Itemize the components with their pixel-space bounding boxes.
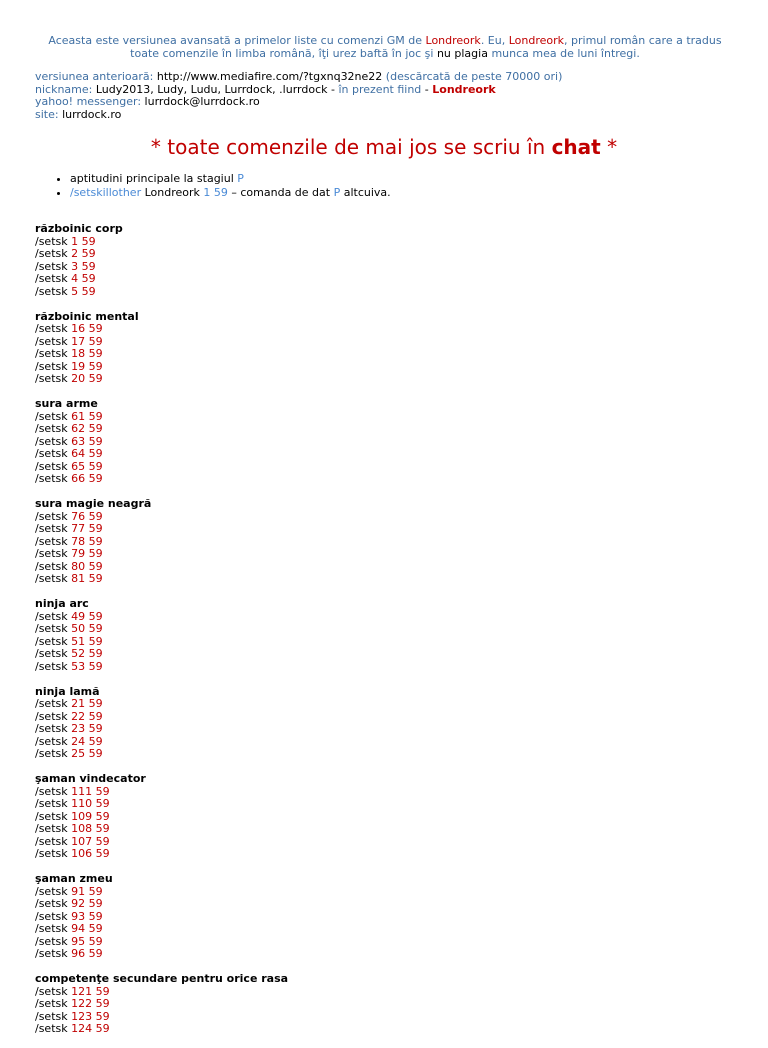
bullet-list — [35, 172, 391, 200]
command-prefix: /setsk — [35, 647, 68, 660]
command-prefix: /setsk — [35, 434, 68, 448]
prev-version-label: versiunea anterioară: — [35, 70, 154, 83]
intro-nu-plagia: nu plagia — [436, 47, 488, 60]
site-label: site: — [35, 107, 59, 121]
nickname-current: în prezent fiind — [338, 82, 422, 96]
command-prefix: /setsk — [35, 372, 68, 385]
nickname-sep-2: - — [421, 82, 433, 96]
bullet-2-p: P — [333, 186, 341, 199]
command-prefix: /setsk — [35, 1009, 68, 1023]
intro-text-4: munca mea de luni întregi. — [487, 47, 640, 60]
command-prefix: /setsk — [35, 409, 68, 423]
command-args: 62 59 — [71, 422, 103, 435]
command-prefix: /setsk — [35, 322, 68, 335]
command-args: 106 59 — [71, 847, 110, 860]
command-args: 66 59 — [71, 472, 103, 485]
command-args: 123 59 — [71, 1009, 110, 1023]
command-args: 22 59 — [71, 709, 103, 723]
command-args: 52 59 — [71, 647, 103, 660]
section-title: războinic mental — [35, 309, 139, 323]
command-args: 18 59 — [71, 347, 103, 360]
bullet-item-1 — [70, 172, 391, 186]
command-args: 16 59 — [71, 322, 103, 335]
command-prefix: /setsk — [35, 847, 68, 860]
bullet-2-text: – comanda de dat — [227, 186, 334, 199]
command-section — [35, 873, 288, 961]
yahoo-value: lurrdock@lurrdock.ro — [141, 95, 260, 108]
command-prefix: /setsk — [35, 522, 68, 535]
command-args: 91 59 — [71, 884, 103, 898]
meta-site — [35, 109, 562, 122]
headline — [0, 134, 768, 160]
bullet-2-end: altcuiva. — [340, 186, 391, 199]
intro-name-2: Londreork — [508, 34, 565, 47]
command-args: 50 59 — [71, 622, 103, 635]
command-line — [35, 748, 288, 761]
command-section — [35, 498, 288, 586]
command-prefix: /setsk — [35, 284, 68, 298]
command-prefix: /setsk — [35, 659, 68, 673]
command-section — [35, 686, 288, 761]
command-args: 25 59 — [71, 747, 103, 760]
command-prefix: /setsk — [35, 559, 68, 573]
command-prefix: /setsk — [35, 234, 68, 248]
command-prefix: /setsk — [35, 997, 68, 1010]
command-prefix: /setsk — [35, 784, 68, 798]
command-section — [35, 973, 288, 1036]
command-args: 96 59 — [71, 947, 103, 960]
command-prefix: /setsk — [35, 247, 68, 260]
headline-before: * toate comenzile de mai jos se scriu în — [150, 135, 552, 159]
command-prefix: /setsk — [35, 447, 68, 460]
command-args: 24 59 — [71, 734, 103, 748]
command-args: 20 59 — [71, 372, 103, 385]
command-prefix: /setsk — [35, 884, 68, 898]
command-line — [35, 1023, 288, 1036]
command-args: 94 59 — [71, 922, 103, 935]
command-prefix: /setsk — [35, 334, 68, 348]
section-title: ninja arc — [35, 597, 89, 610]
command-args: 19 59 — [71, 359, 103, 373]
command-prefix: /setsk — [35, 572, 68, 585]
command-section — [35, 398, 288, 486]
intro-text-2: . Eu, — [480, 34, 509, 47]
command-args: 17 59 — [71, 334, 103, 348]
command-section — [35, 223, 288, 298]
command-prefix: /setsk — [35, 547, 68, 560]
command-args: 122 59 — [71, 997, 110, 1010]
command-line — [35, 473, 288, 486]
command-args: 4 59 — [71, 272, 96, 285]
meta-info — [35, 71, 562, 121]
command-prefix: /setsk — [35, 722, 68, 735]
command-args: 49 59 — [71, 609, 103, 623]
command-prefix: /setsk — [35, 459, 68, 473]
command-args: 21 59 — [71, 697, 103, 710]
command-args: 95 59 — [71, 934, 103, 948]
command-prefix: /setsk — [35, 947, 68, 960]
command-section — [35, 598, 288, 673]
section-title: competenţe secundare pentru orice rasa — [35, 972, 289, 985]
command-args: 53 59 — [71, 659, 103, 673]
section-title: sura magie neagră — [35, 497, 152, 510]
command-prefix: /setsk — [35, 259, 68, 273]
command-prefix: /setsk — [35, 697, 68, 710]
command-args: 93 59 — [71, 909, 103, 923]
bullet-2-cmd: /setskillother — [70, 186, 142, 199]
command-line — [35, 286, 288, 299]
nickname-current-name: Londreork — [432, 82, 496, 96]
command-prefix: /setsk — [35, 984, 68, 998]
command-line — [35, 661, 288, 674]
command-args: 5 59 — [71, 284, 96, 298]
command-args: 61 59 — [71, 409, 103, 423]
command-args: 2 59 — [71, 247, 96, 260]
command-args: 92 59 — [71, 897, 103, 910]
command-args: 81 59 — [71, 572, 103, 585]
intro-text-1: Aceasta este versiunea avansată a primelor liste cu comenzi GM de — [48, 34, 426, 47]
command-section — [35, 773, 288, 861]
command-prefix: /setsk — [35, 734, 68, 748]
command-args: 1 59 — [71, 234, 96, 248]
command-prefix: /setsk — [35, 509, 68, 523]
command-args: 108 59 — [71, 822, 110, 835]
command-prefix: /setsk — [35, 809, 68, 823]
command-prefix: /setsk — [35, 609, 68, 623]
command-prefix: /setsk — [35, 922, 68, 935]
command-args: 64 59 — [71, 447, 103, 460]
command-args: 77 59 — [71, 522, 103, 535]
command-args: 121 59 — [71, 984, 110, 998]
intro-paragraph — [40, 34, 730, 60]
intro-text-3: , primul român care a tradus toate comenzile în limba română, îţi urez baftă în joc şi — [130, 34, 722, 60]
command-prefix: /setsk — [35, 422, 68, 435]
command-prefix: /setsk — [35, 934, 68, 948]
command-args: 80 59 — [71, 559, 103, 573]
prev-version-url[interactable]: http://www.mediafire.com/?tgxnq32ne22 — [153, 70, 383, 83]
command-args: 124 59 — [71, 1022, 110, 1035]
command-args: 51 59 — [71, 634, 103, 648]
site-value[interactable]: lurrdock.ro — [58, 107, 122, 121]
nickname-value: Ludy2013, Ludy, Ludu, Lurrdock, .lurrdock — [92, 82, 328, 96]
command-sections — [35, 223, 288, 1048]
command-args: 79 59 — [71, 547, 103, 560]
prev-version-note: (descărcată de peste 70000 ori) — [382, 70, 563, 83]
command-args: 3 59 — [71, 259, 96, 273]
section-title: sura arme — [35, 397, 98, 410]
command-args: 107 59 — [71, 834, 110, 848]
section-title: şaman vindecator — [35, 772, 146, 785]
command-line — [35, 848, 288, 861]
bullet-2-name: Londreork — [141, 186, 204, 199]
command-prefix: /setsk — [35, 747, 68, 760]
bullet-1-p: P — [237, 172, 244, 185]
command-args: 111 59 — [71, 784, 110, 798]
command-args: 23 59 — [71, 722, 103, 735]
yahoo-label: yahoo! messenger: — [35, 95, 142, 108]
command-prefix: /setsk — [35, 822, 68, 835]
command-prefix: /setsk — [35, 909, 68, 923]
command-prefix: /setsk — [35, 534, 68, 548]
command-args: 78 59 — [71, 534, 103, 548]
command-args: 76 59 — [71, 509, 103, 523]
command-args: 109 59 — [71, 809, 110, 823]
command-prefix: /setsk — [35, 709, 68, 723]
command-prefix: /setsk — [35, 359, 68, 373]
nickname-sep: - — [327, 82, 339, 96]
intro-name-1: Londreork — [425, 34, 481, 47]
command-args: 110 59 — [71, 797, 110, 810]
command-prefix: /setsk — [35, 797, 68, 810]
command-prefix: /setsk — [35, 897, 68, 910]
section-title: războinic corp — [35, 222, 123, 235]
command-line — [35, 573, 288, 586]
command-args: 65 59 — [71, 459, 103, 473]
bullet-2-nums: 1 59 — [203, 186, 228, 199]
command-line — [35, 373, 288, 386]
command-prefix: /setsk — [35, 472, 68, 485]
section-title: şaman zmeu — [35, 872, 113, 885]
command-prefix: /setsk — [35, 1022, 68, 1035]
command-prefix: /setsk — [35, 622, 68, 635]
nickname-label: nickname: — [35, 82, 93, 96]
command-args: 63 59 — [71, 434, 103, 448]
headline-chat: chat — [551, 135, 601, 159]
command-section — [35, 311, 288, 386]
bullet-1-text: aptitudini principale la stagiul — [70, 172, 238, 185]
command-prefix: /setsk — [35, 272, 68, 285]
command-prefix: /setsk — [35, 834, 68, 848]
command-prefix: /setsk — [35, 634, 68, 648]
bullet-item-2 — [70, 186, 391, 200]
command-prefix: /setsk — [35, 347, 68, 360]
section-title: ninja lamă — [35, 684, 100, 698]
command-line — [35, 948, 288, 961]
headline-after: * — [600, 135, 618, 159]
